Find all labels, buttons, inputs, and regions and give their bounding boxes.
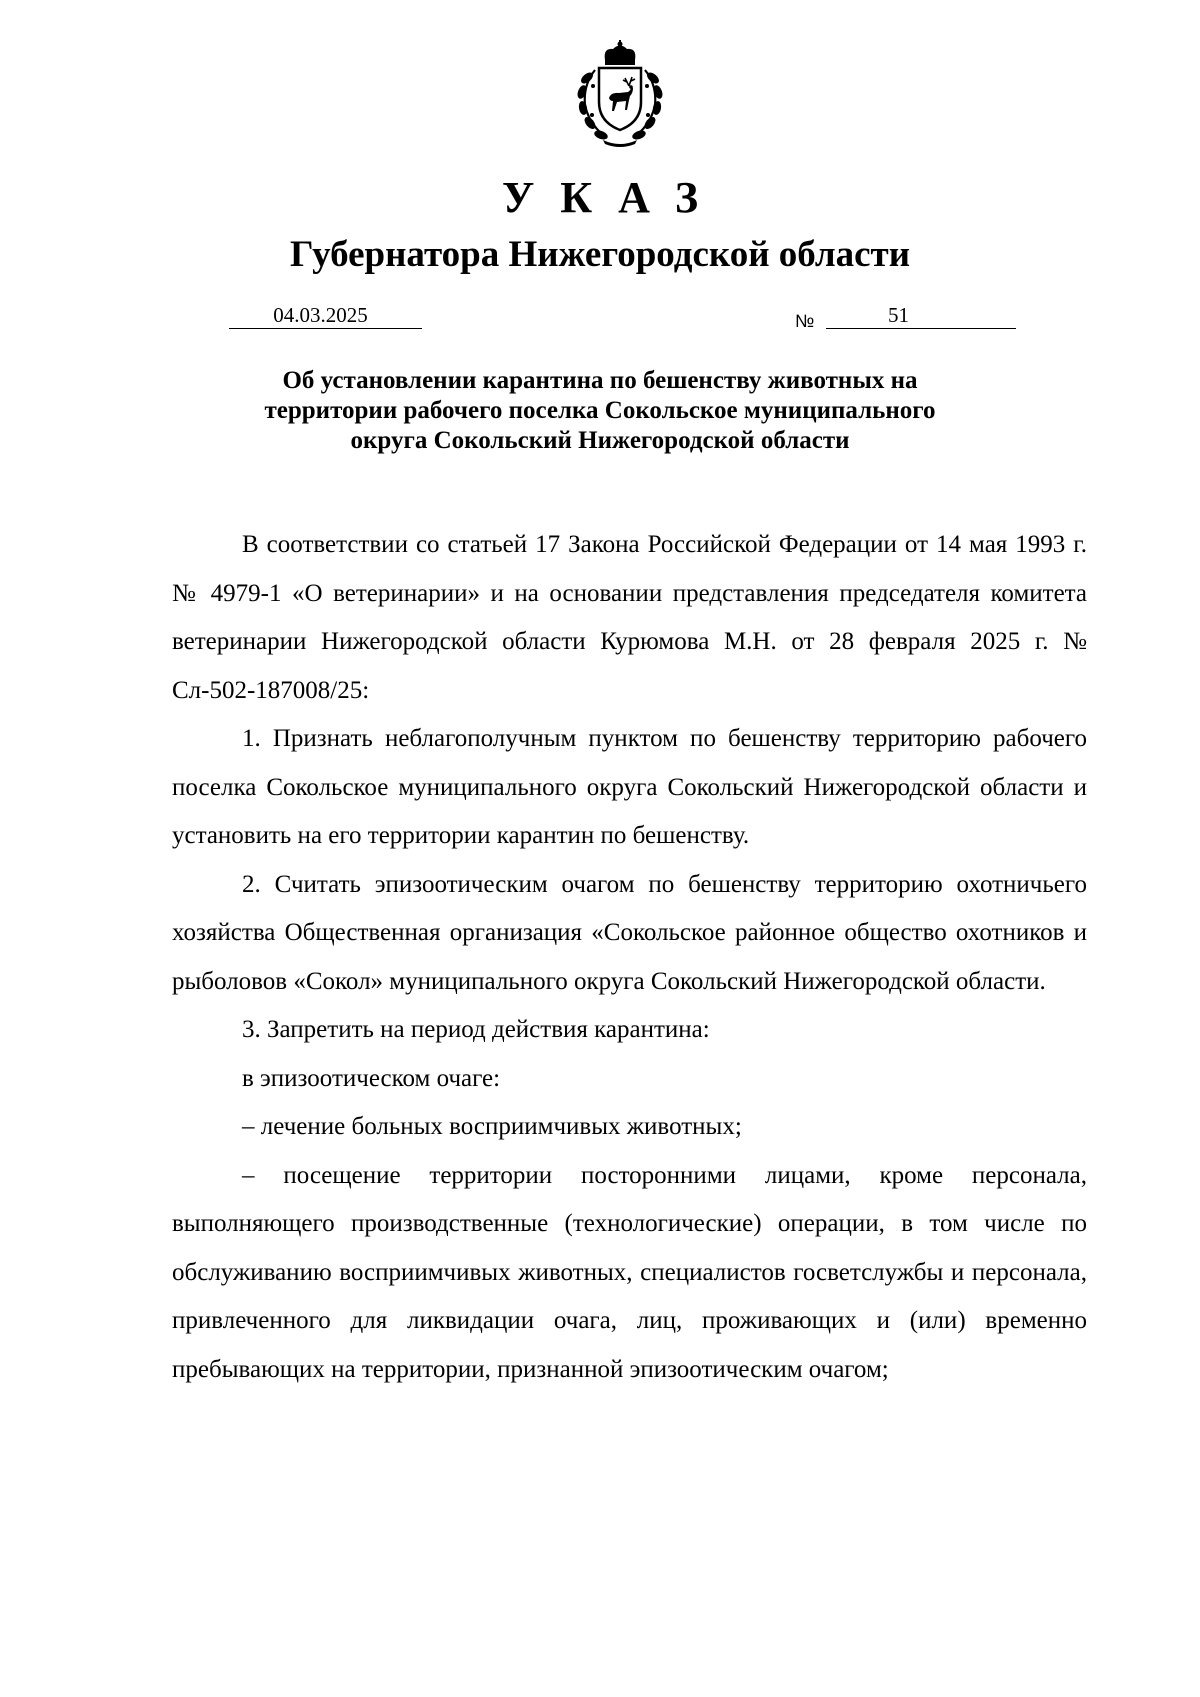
subject-line: Об установлении карантина по бешенству животных на [282, 367, 918, 394]
body-paragraph-item-1: 1. Признать неблагополучным пунктом по бешенству территорию рабочего поселка Сокольское муниципального округа Сокольский Нижегородской области и установить на его территории карантин по бешенству. [172, 725, 1087, 849]
body-paragraph-dash-1: – лечение больных восприимчивых животных; [242, 1113, 742, 1140]
body-paragraph-item-2: 2. Считать эпизоотическим очагом по бешенству территорию охотничьего хозяйства Общественная организация «Сокольское районное общество охотников и рыболовов «Сокол» муниципального округа Сокольский Нижегородской области. [172, 870, 1087, 995]
body-paragraph-item-3: 3. Запретить на период действия карантина: [242, 1016, 710, 1043]
number-sign: № [795, 311, 815, 331]
document-date: 04.03.2025 [229, 302, 422, 329]
document-subject [150, 366, 1050, 456]
document-type-heading: УКАЗ [501, 173, 725, 222]
coat-of-arms-emblem [565, 40, 675, 148]
body-paragraph-subheading: в эпизоотическом очаге: [242, 1064, 501, 1092]
subject-line: территории рабочего поселка Сокольское муниципального [264, 397, 936, 424]
subject-line: округа Сокольский Нижегородской области [350, 427, 850, 454]
body-paragraph-dash-2: – посещение территории посторонними лицами, кроме персонала, выполняющего производственные (технологические) операции, в том числе по обслуживанию восприимчивых животных, специалистов госветслужбы и персонала, привлеченного для ликвидации очага, лиц, проживающих и (или) временно пребывающих на территории, признанной эпизоотическим очагом; [172, 1161, 1087, 1383]
body-paragraph-preamble: В соответствии со статьей 17 Закона Российской Федерации от 14 мая 1993 г. № 4979-1 «О ветеринарии» и на основании представления председателя комитета ветеринарии Нижегородской области Курюмова М.Н. от 28 февраля 2025 г. № Сл-502-187008/25: [172, 531, 1087, 704]
document-number: 51 [826, 302, 1016, 329]
issuer-heading: Губернатора Нижегородской области [289, 234, 911, 275]
document-body [172, 521, 1087, 1394]
